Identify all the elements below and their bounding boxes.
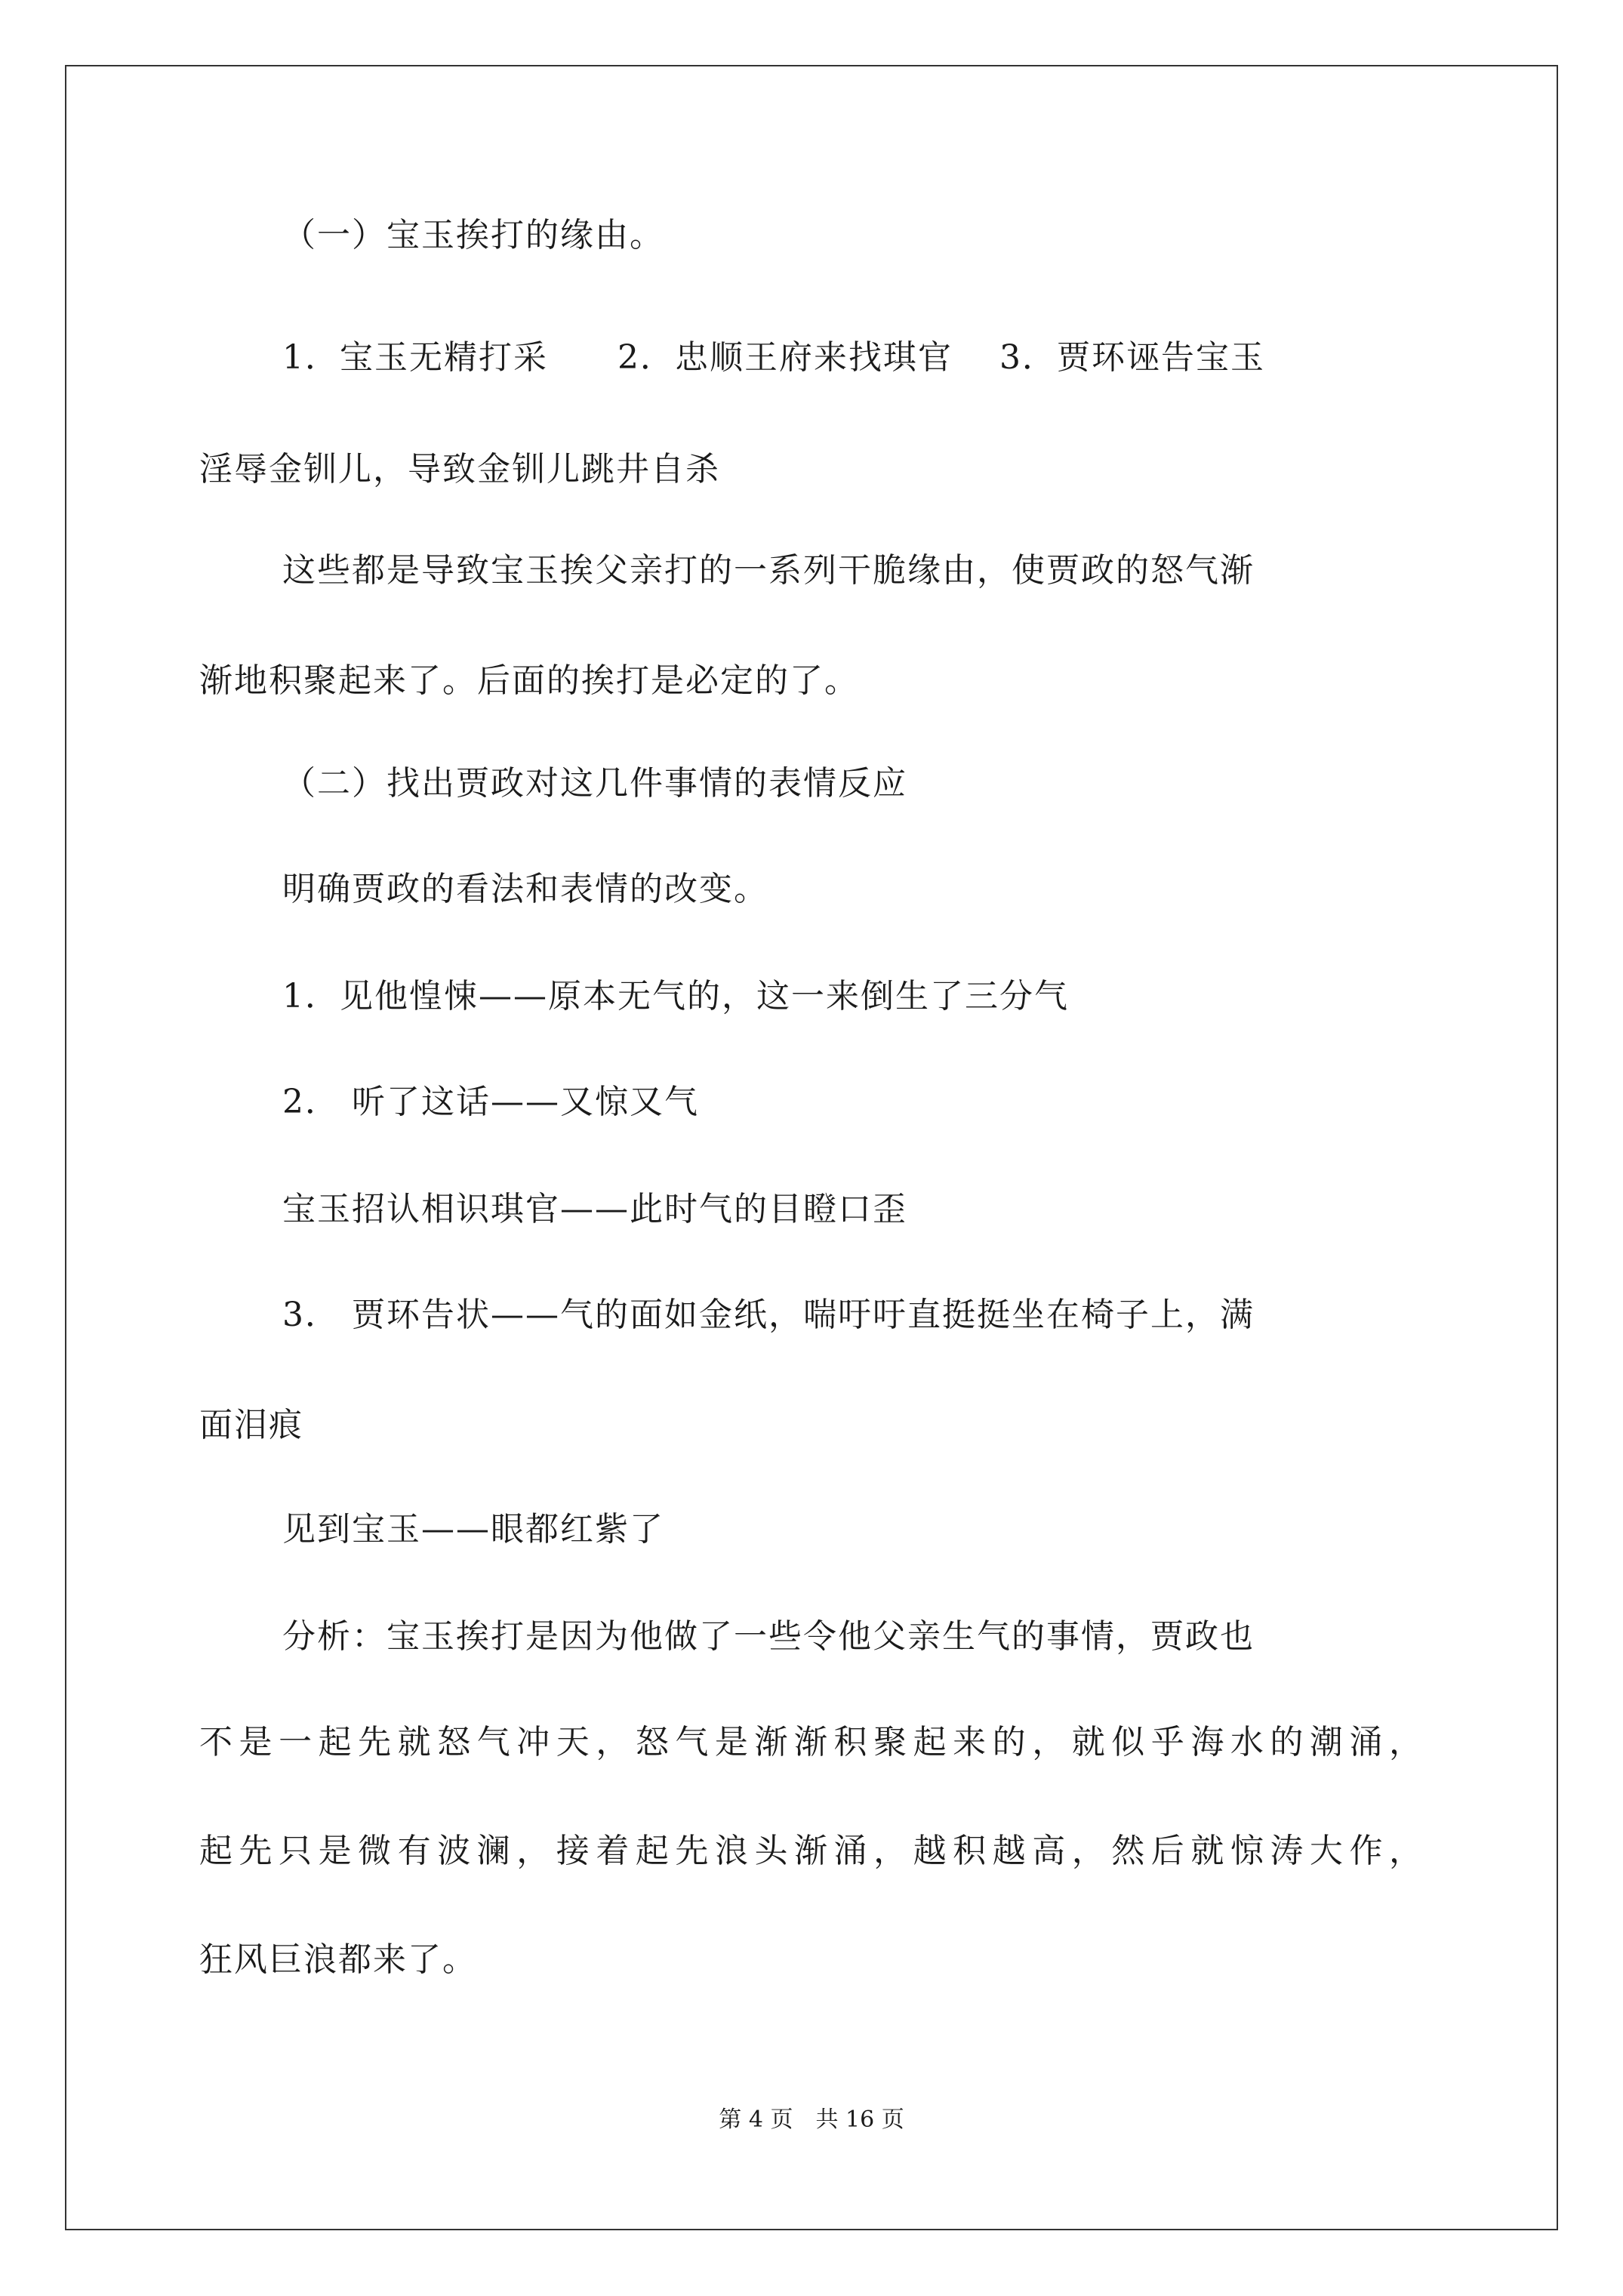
paragraph-line: 狂风巨浪都来了。 (199, 1940, 477, 1979)
section-heading-1: （一）宝玉挨打的缘由。 (282, 216, 664, 254)
page-number-footer: 第 4 页 共 16 页 (719, 2106, 904, 2133)
paragraph-line: 宝玉招认相识琪官——此时气的目瞪口歪 (282, 1190, 907, 1228)
paragraph-line: 2． 听了这话——又惊又气 (282, 1083, 699, 1121)
paragraph-line: 不是一起先就怒气冲天，怒气是渐渐积聚起来的，就似乎海水的潮涌， (199, 1723, 1424, 1761)
paragraph-line: 1．见他惶悚——原本无气的，这一来倒生了三分气 (282, 977, 1069, 1015)
paragraph-line: 起先只是微有波澜，接着起先浪头渐涌，越积越高，然后就惊涛大作， (199, 1832, 1424, 1870)
section-heading-2: （二）找出贾政对这几件事情的表情反应 (282, 764, 907, 803)
paragraph-line: 明确贾政的看法和表情的改变。 (282, 870, 768, 908)
paragraph-line: 这些都是导致宝玉挨父亲打的一系列干脆缘由，使贾政的怒气渐 (282, 551, 1255, 590)
paragraph-line: 渐地积聚起来了。后面的挨打是必定的了。 (199, 661, 859, 700)
paragraph-line: 分析：宝玉挨打是因为他做了一些令他父亲生气的事情，贾政也 (282, 1617, 1255, 1656)
paragraph-line: 淫辱金钏儿，导致金钏儿跳井自杀 (199, 450, 720, 488)
paragraph-line: 1．宝玉无精打采 2．忠顺王府来找琪官 3．贾环诬告宝玉 (282, 338, 1265, 377)
page-border (65, 65, 1558, 2230)
paragraph-line: 面泪痕 (199, 1406, 303, 1444)
paragraph-line: 见到宝玉——眼都红紫了 (282, 1510, 664, 1549)
paragraph-line: 3． 贾环告状——气的面如金纸，喘吁吁直挺挺坐在椅子上，满 (282, 1296, 1255, 1334)
